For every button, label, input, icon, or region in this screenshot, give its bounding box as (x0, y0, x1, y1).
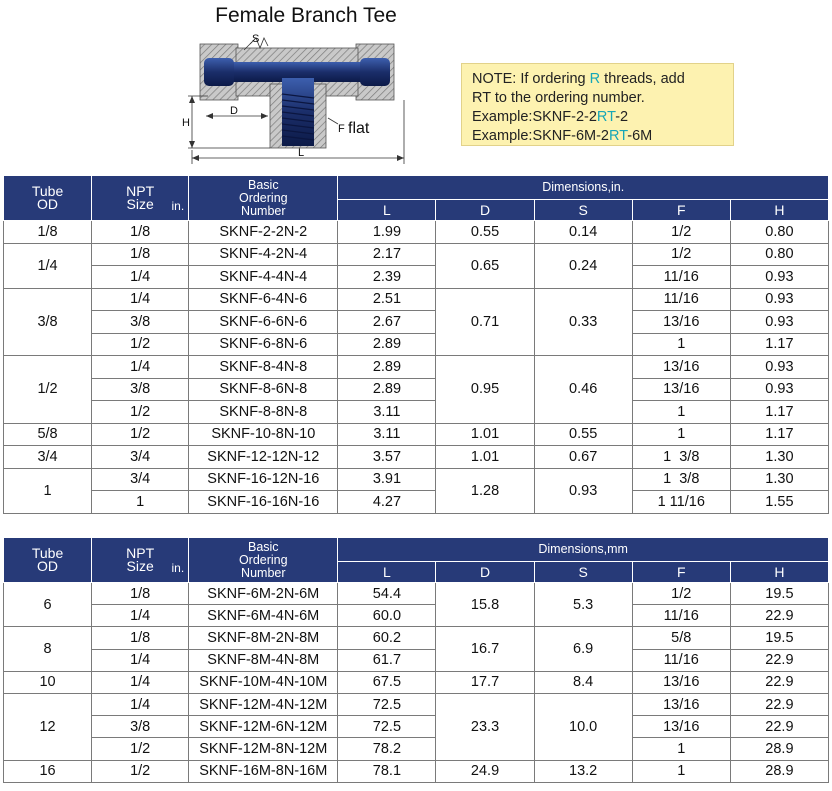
cell-dim-d: 1.01 (436, 423, 534, 446)
header-tube-od: Tube OD (4, 538, 92, 583)
note-line-1: NOTE: If ordering R threads, add (472, 71, 685, 87)
header-npt-size (92, 538, 189, 583)
cell-dim-s: 10.0 (534, 693, 632, 760)
header-basic-ordering-number: Basic Ordering Number (189, 538, 338, 583)
cell-dim-l: 2.67 (338, 311, 436, 334)
cell-dim-l: 3.57 (338, 446, 436, 469)
cell-dim-d: 17.7 (436, 671, 534, 693)
table-row (4, 693, 829, 715)
ordering-note (461, 63, 734, 146)
cell-dim-h: 0.93 (730, 288, 828, 311)
cell-dim-l: 61.7 (338, 649, 436, 671)
table-row (4, 716, 829, 738)
cell-part-number: SKNF-6M-4N-6M (189, 605, 338, 627)
label-d: D (230, 105, 238, 117)
header-dim-h: H (730, 562, 828, 583)
cell-npt-size: 1/2 (92, 760, 189, 782)
header-npt-size (92, 176, 189, 221)
cell-npt-size: 1/4 (92, 356, 189, 379)
cell-dim-f: 1/2 (632, 221, 730, 244)
table-row (4, 333, 829, 356)
cell-npt-size: 1/8 (92, 221, 189, 244)
cell-dim-l: 2.51 (338, 288, 436, 311)
cell-dim-s: 0.24 (534, 243, 632, 288)
cell-tube-od: 1 (4, 468, 92, 513)
table-row (4, 266, 829, 289)
cell-part-number: SKNF-6-4N-6 (189, 288, 338, 311)
cell-dim-f: 11/16 (632, 649, 730, 671)
cell-dim-l: 4.27 (338, 491, 436, 514)
cell-dim-d: 16.7 (436, 627, 534, 671)
cell-dim-h: 0.80 (730, 221, 828, 244)
cell-npt-size: 1/4 (92, 693, 189, 715)
cell-npt-size: 3/4 (92, 468, 189, 491)
table-row (4, 378, 829, 401)
cell-dim-h: 0.80 (730, 243, 828, 266)
cell-dim-d: 0.65 (436, 243, 534, 288)
cell-dim-h: 1.30 (730, 468, 828, 491)
cell-dim-s: 8.4 (534, 671, 632, 693)
header-npt-label: NPT Size (126, 183, 155, 212)
cell-tube-od: 3/4 (4, 446, 92, 469)
table-row (4, 491, 829, 514)
note-example-1: Example:SKNF-2-2RT-2 (472, 109, 629, 125)
table-row (4, 738, 829, 760)
cell-dim-h: 1.17 (730, 423, 828, 446)
cell-dim-d: 15.8 (436, 583, 534, 627)
cell-dim-f: 13/16 (632, 671, 730, 693)
cell-npt-size: 3/8 (92, 716, 189, 738)
right-tube-end (360, 58, 390, 86)
cell-dim-l: 2.89 (338, 356, 436, 379)
table-row (4, 221, 829, 244)
cell-dim-f: 1 (632, 738, 730, 760)
dimensions-table-mm (3, 537, 829, 783)
cell-dim-l: 3.11 (338, 401, 436, 424)
cell-dim-f: 1/2 (632, 243, 730, 266)
label-s: S (252, 33, 260, 45)
cell-npt-size: 1 (92, 491, 189, 514)
cell-npt-size: 3/4 (92, 446, 189, 469)
cell-dim-h: 0.93 (730, 356, 828, 379)
cell-dim-h: 1.17 (730, 401, 828, 424)
cell-dim-f: 1 (632, 760, 730, 782)
cell-tube-od: 5/8 (4, 423, 92, 446)
cell-npt-size: 1/4 (92, 605, 189, 627)
cell-tube-od: 1/2 (4, 356, 92, 424)
cell-dim-h: 1.17 (730, 333, 828, 356)
cell-part-number: SKNF-4-2N-4 (189, 243, 338, 266)
cell-dim-d: 0.55 (436, 221, 534, 244)
cell-part-number: SKNF-16M-8N-16M (189, 760, 338, 782)
cell-dim-l: 78.1 (338, 760, 436, 782)
header-npt-unit: in. (171, 199, 185, 213)
cell-dim-h: 22.9 (730, 649, 828, 671)
table-row (4, 356, 829, 379)
cell-npt-size: 1/2 (92, 333, 189, 356)
cell-dim-l: 72.5 (338, 693, 436, 715)
cell-part-number: SKNF-8M-4N-8M (189, 649, 338, 671)
cell-dim-f: 1 (632, 423, 730, 446)
label-h: H (182, 117, 190, 129)
cell-dim-f: 13/16 (632, 716, 730, 738)
cell-tube-od: 12 (4, 693, 92, 760)
cell-part-number: SKNF-2-2N-2 (189, 221, 338, 244)
cell-npt-size: 1/4 (92, 266, 189, 289)
cell-npt-size: 1/4 (92, 288, 189, 311)
cell-dim-h: 28.9 (730, 738, 828, 760)
cell-dim-d: 24.9 (436, 760, 534, 782)
cell-dim-f: 13/16 (632, 693, 730, 715)
note-example-2: Example:SKNF-6M-2RT-6M (472, 128, 653, 144)
cell-dim-d: 0.71 (436, 288, 534, 356)
cell-dim-h: 19.5 (730, 583, 828, 605)
table-row (4, 583, 829, 605)
cell-dim-h: 0.93 (730, 311, 828, 334)
cell-dim-s: 13.2 (534, 760, 632, 782)
header-dimensions: Dimensions,in. (338, 176, 829, 200)
cell-npt-size: 3/8 (92, 311, 189, 334)
cell-dim-l: 60.0 (338, 605, 436, 627)
cell-part-number: SKNF-8-4N-8 (189, 356, 338, 379)
cell-npt-size: 3/8 (92, 378, 189, 401)
cell-tube-od: 1/8 (4, 221, 92, 244)
flat-label: flat (348, 120, 370, 137)
cell-npt-size: 1/4 (92, 671, 189, 693)
header-dim-l: L (338, 200, 436, 221)
cell-dim-s: 0.46 (534, 356, 632, 424)
cell-npt-size: 1/2 (92, 423, 189, 446)
cell-dim-h: 1.30 (730, 446, 828, 469)
page-title: Female Branch Tee (215, 4, 397, 27)
table-row (4, 243, 829, 266)
left-tube-end (204, 58, 234, 86)
table-row (4, 468, 829, 491)
header-dim-s: S (534, 562, 632, 583)
cell-dim-h: 22.9 (730, 605, 828, 627)
cell-dim-l: 1.99 (338, 221, 436, 244)
header-dimensions: Dimensions,mm (338, 538, 829, 562)
cell-tube-od: 16 (4, 760, 92, 782)
cell-part-number: SKNF-8M-2N-8M (189, 627, 338, 649)
cell-dim-f: 13/16 (632, 378, 730, 401)
cell-npt-size: 1/8 (92, 583, 189, 605)
cell-part-number: SKNF-6-6N-6 (189, 311, 338, 334)
cell-npt-size: 1/2 (92, 401, 189, 424)
cell-dim-f: 1 11/16 (632, 491, 730, 514)
tee-drawing (178, 28, 418, 168)
table-row (4, 401, 829, 424)
cell-dim-l: 2.39 (338, 266, 436, 289)
cell-part-number: SKNF-6M-2N-6M (189, 583, 338, 605)
cell-dim-f: 1 3/8 (632, 468, 730, 491)
header-dim-d: D (436, 200, 534, 221)
cell-tube-od: 8 (4, 627, 92, 671)
header-dim-s: S (534, 200, 632, 221)
note-line-2: RT to the ordering number. (472, 90, 645, 106)
cell-part-number: SKNF-6-8N-6 (189, 333, 338, 356)
label-l: L (298, 147, 305, 159)
cell-dim-f: 11/16 (632, 288, 730, 311)
header-npt-unit: in. (171, 561, 185, 575)
cell-npt-size: 1/8 (92, 243, 189, 266)
header-dim-f: F (632, 200, 730, 221)
header-npt-label: NPT Size (126, 545, 155, 574)
cell-dim-s: 0.93 (534, 468, 632, 513)
cell-dim-l: 2.89 (338, 378, 436, 401)
table-row (4, 605, 829, 627)
cell-dim-h: 22.9 (730, 716, 828, 738)
header-tube-od: Tube OD (4, 176, 92, 221)
cell-dim-f: 1 3/8 (632, 446, 730, 469)
cell-dim-h: 22.9 (730, 693, 828, 715)
cell-tube-od: 3/8 (4, 288, 92, 356)
cell-dim-h: 22.9 (730, 671, 828, 693)
header-dim-l: L (338, 562, 436, 583)
cell-dim-f: 13/16 (632, 311, 730, 334)
cell-dim-s: 0.14 (534, 221, 632, 244)
cell-dim-l: 78.2 (338, 738, 436, 760)
cell-dim-l: 54.4 (338, 583, 436, 605)
cell-dim-s: 5.3 (534, 583, 632, 627)
cell-part-number: SKNF-12M-6N-12M (189, 716, 338, 738)
cell-dim-d: 1.01 (436, 446, 534, 469)
cell-dim-l: 60.2 (338, 627, 436, 649)
label-f: F (338, 123, 345, 135)
cell-dim-d: 1.28 (436, 468, 534, 513)
header-basic-ordering-number: Basic Ordering Number (189, 176, 338, 221)
table-row (4, 288, 829, 311)
cell-tube-od: 1/4 (4, 243, 92, 288)
cell-part-number: SKNF-12M-4N-12M (189, 693, 338, 715)
header-dim-d: D (436, 562, 534, 583)
cell-part-number: SKNF-12-12N-12 (189, 446, 338, 469)
cell-part-number: SKNF-10-8N-10 (189, 423, 338, 446)
cell-dim-d: 0.95 (436, 356, 534, 424)
cell-dim-h: 0.93 (730, 378, 828, 401)
cell-dim-f: 13/16 (632, 356, 730, 379)
cell-dim-l: 3.91 (338, 468, 436, 491)
cell-dim-s: 0.67 (534, 446, 632, 469)
cell-dim-d: 23.3 (436, 693, 534, 760)
cell-dim-f: 1/2 (632, 583, 730, 605)
cell-dim-f: 5/8 (632, 627, 730, 649)
cell-npt-size: 1/2 (92, 738, 189, 760)
cell-tube-od: 6 (4, 583, 92, 627)
cell-dim-l: 2.89 (338, 333, 436, 356)
cell-dim-l: 2.17 (338, 243, 436, 266)
table-row (4, 760, 829, 782)
cell-dim-s: 0.55 (534, 423, 632, 446)
table-row (4, 627, 829, 649)
cell-dim-h: 1.55 (730, 491, 828, 514)
cell-part-number: SKNF-8-6N-8 (189, 378, 338, 401)
table-row (4, 423, 829, 446)
cell-dim-f: 1 (632, 401, 730, 424)
cell-part-number: SKNF-16-16N-16 (189, 491, 338, 514)
cell-tube-od: 10 (4, 671, 92, 693)
cell-dim-f: 1 (632, 333, 730, 356)
cell-dim-l: 72.5 (338, 716, 436, 738)
cell-npt-size: 1/4 (92, 649, 189, 671)
cell-dim-l: 3.11 (338, 423, 436, 446)
cell-part-number: SKNF-8-8N-8 (189, 401, 338, 424)
cell-part-number: SKNF-4-4N-4 (189, 266, 338, 289)
cell-dim-s: 6.9 (534, 627, 632, 671)
table-row (4, 671, 829, 693)
cell-dim-f: 11/16 (632, 266, 730, 289)
cell-part-number: SKNF-10M-4N-10M (189, 671, 338, 693)
table-row (4, 446, 829, 469)
table-row (4, 311, 829, 334)
cell-dim-h: 0.93 (730, 266, 828, 289)
cell-part-number: SKNF-16-12N-16 (189, 468, 338, 491)
cell-part-number: SKNF-12M-8N-12M (189, 738, 338, 760)
cell-npt-size: 1/8 (92, 627, 189, 649)
dimensions-table-inch (3, 175, 829, 514)
table-row (4, 649, 829, 671)
cell-dim-s: 0.33 (534, 288, 632, 356)
header-dim-h: H (730, 200, 828, 221)
cell-dim-h: 19.5 (730, 627, 828, 649)
header-dim-f: F (632, 562, 730, 583)
cell-dim-h: 28.9 (730, 760, 828, 782)
cell-dim-l: 67.5 (338, 671, 436, 693)
cell-dim-f: 11/16 (632, 605, 730, 627)
